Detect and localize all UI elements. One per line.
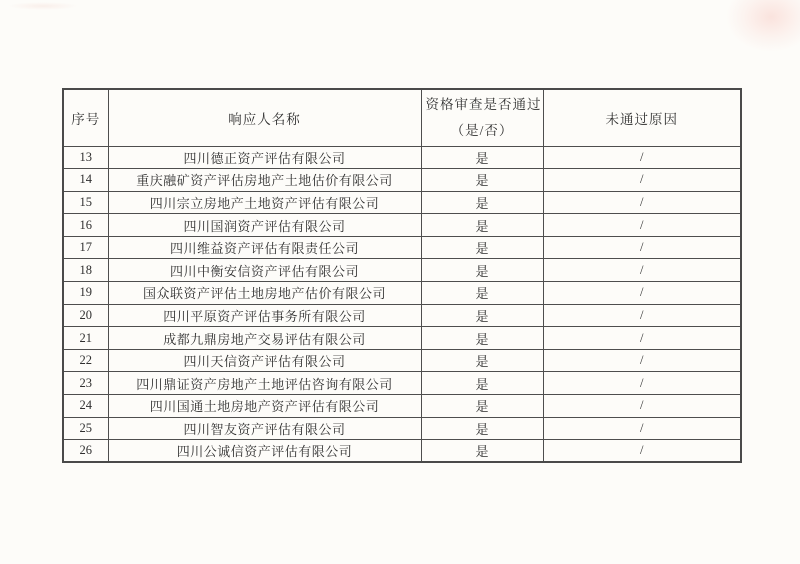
fail-reason-cell: / bbox=[543, 327, 741, 350]
scan-artifact-top-left bbox=[8, 2, 78, 10]
respondent-name-cell: 重庆融矿资产评估房地产土地估价有限公司 bbox=[108, 169, 421, 192]
respondent-name-cell: 四川平原资产评估事务所有限公司 bbox=[108, 304, 421, 327]
respondent-name-cell: 四川公诚信资产评估有限公司 bbox=[108, 440, 421, 463]
pass-status-cell: 是 bbox=[421, 236, 543, 259]
serial-number-cell: 23 bbox=[63, 372, 108, 395]
table-row bbox=[63, 191, 741, 214]
respondent-name-cell: 四川中衡安信资产评估有限公司 bbox=[108, 259, 421, 282]
pass-status-cell: 是 bbox=[421, 191, 543, 214]
fail-reason-cell: / bbox=[543, 259, 741, 282]
serial-number-cell: 21 bbox=[63, 327, 108, 350]
fail-reason-cell: / bbox=[543, 440, 741, 463]
table-header bbox=[63, 89, 741, 146]
serial-number-cell: 16 bbox=[63, 214, 108, 237]
serial-number-cell: 15 bbox=[63, 191, 108, 214]
serial-number-cell: 22 bbox=[63, 349, 108, 372]
table-row bbox=[63, 259, 741, 282]
pass-status-cell: 是 bbox=[421, 440, 543, 463]
serial-number-cell: 14 bbox=[63, 169, 108, 192]
table-row bbox=[63, 417, 741, 440]
table-row bbox=[63, 372, 741, 395]
header-fail-reason: 未通过原因 bbox=[543, 89, 741, 146]
respondent-name-cell: 四川国通土地房地产资产评估有限公司 bbox=[108, 395, 421, 418]
table-row bbox=[63, 236, 741, 259]
serial-number-cell: 24 bbox=[63, 395, 108, 418]
fail-reason-cell: / bbox=[543, 191, 741, 214]
table-row bbox=[63, 440, 741, 463]
table-row bbox=[63, 327, 741, 350]
fail-reason-cell: / bbox=[543, 372, 741, 395]
pass-status-cell: 是 bbox=[421, 304, 543, 327]
fail-reason-cell: / bbox=[543, 417, 741, 440]
serial-number-cell: 26 bbox=[63, 440, 108, 463]
respondent-name-cell: 四川国润资产评估有限公司 bbox=[108, 214, 421, 237]
serial-number-cell: 17 bbox=[63, 236, 108, 259]
table-row bbox=[63, 169, 741, 192]
fail-reason-cell: / bbox=[543, 169, 741, 192]
respondent-name-cell: 成都九鼎房地产交易评估有限公司 bbox=[108, 327, 421, 350]
fail-reason-cell: / bbox=[543, 304, 741, 327]
header-qualification-passed bbox=[421, 89, 543, 146]
scan-artifact-top-right bbox=[726, 0, 800, 52]
table-row bbox=[63, 282, 741, 305]
table-row bbox=[63, 214, 741, 237]
pass-status-cell: 是 bbox=[421, 349, 543, 372]
respondent-name-cell: 四川宗立房地产土地资产评估有限公司 bbox=[108, 191, 421, 214]
table-row bbox=[63, 146, 741, 169]
respondent-name-cell: 国众联资产评估土地房地产估价有限公司 bbox=[108, 282, 421, 305]
pass-status-cell: 是 bbox=[421, 146, 543, 169]
respondent-name-cell: 四川智友资产评估有限公司 bbox=[108, 417, 421, 440]
fail-reason-cell: / bbox=[543, 146, 741, 169]
serial-number-cell: 20 bbox=[63, 304, 108, 327]
fail-reason-cell: / bbox=[543, 395, 741, 418]
pass-status-cell: 是 bbox=[421, 417, 543, 440]
serial-number-cell: 25 bbox=[63, 417, 108, 440]
table-body bbox=[63, 146, 741, 462]
fail-reason-cell: / bbox=[543, 236, 741, 259]
serial-number-cell: 18 bbox=[63, 259, 108, 282]
serial-number-cell: 19 bbox=[63, 282, 108, 305]
serial-number-cell: 13 bbox=[63, 146, 108, 169]
pass-status-cell: 是 bbox=[421, 282, 543, 305]
header-qualification-passed-line1: 资格审查是否通过 bbox=[425, 97, 542, 113]
fail-reason-cell: / bbox=[543, 349, 741, 372]
pass-status-cell: 是 bbox=[421, 395, 543, 418]
respondent-name-cell: 四川鼎证资产房地产土地评估咨询有限公司 bbox=[108, 372, 421, 395]
table-row bbox=[63, 395, 741, 418]
header-qualification-passed-line2: （是/否） bbox=[450, 122, 514, 138]
respondent-name-cell: 四川德正资产评估有限公司 bbox=[108, 146, 421, 169]
table-row bbox=[63, 304, 741, 327]
pass-status-cell: 是 bbox=[421, 372, 543, 395]
qualification-review-table bbox=[62, 88, 742, 463]
fail-reason-cell: / bbox=[543, 282, 741, 305]
fail-reason-cell: / bbox=[543, 214, 741, 237]
header-serial-number: 序号 bbox=[63, 89, 108, 146]
pass-status-cell: 是 bbox=[421, 169, 543, 192]
pass-status-cell: 是 bbox=[421, 259, 543, 282]
respondent-name-cell: 四川维益资产评估有限责任公司 bbox=[108, 236, 421, 259]
header-respondent-name: 响应人名称 bbox=[108, 89, 421, 146]
pass-status-cell: 是 bbox=[421, 327, 543, 350]
table-row bbox=[63, 349, 741, 372]
pass-status-cell: 是 bbox=[421, 214, 543, 237]
table-header-row bbox=[63, 89, 741, 146]
respondent-name-cell: 四川天信资产评估有限公司 bbox=[108, 349, 421, 372]
